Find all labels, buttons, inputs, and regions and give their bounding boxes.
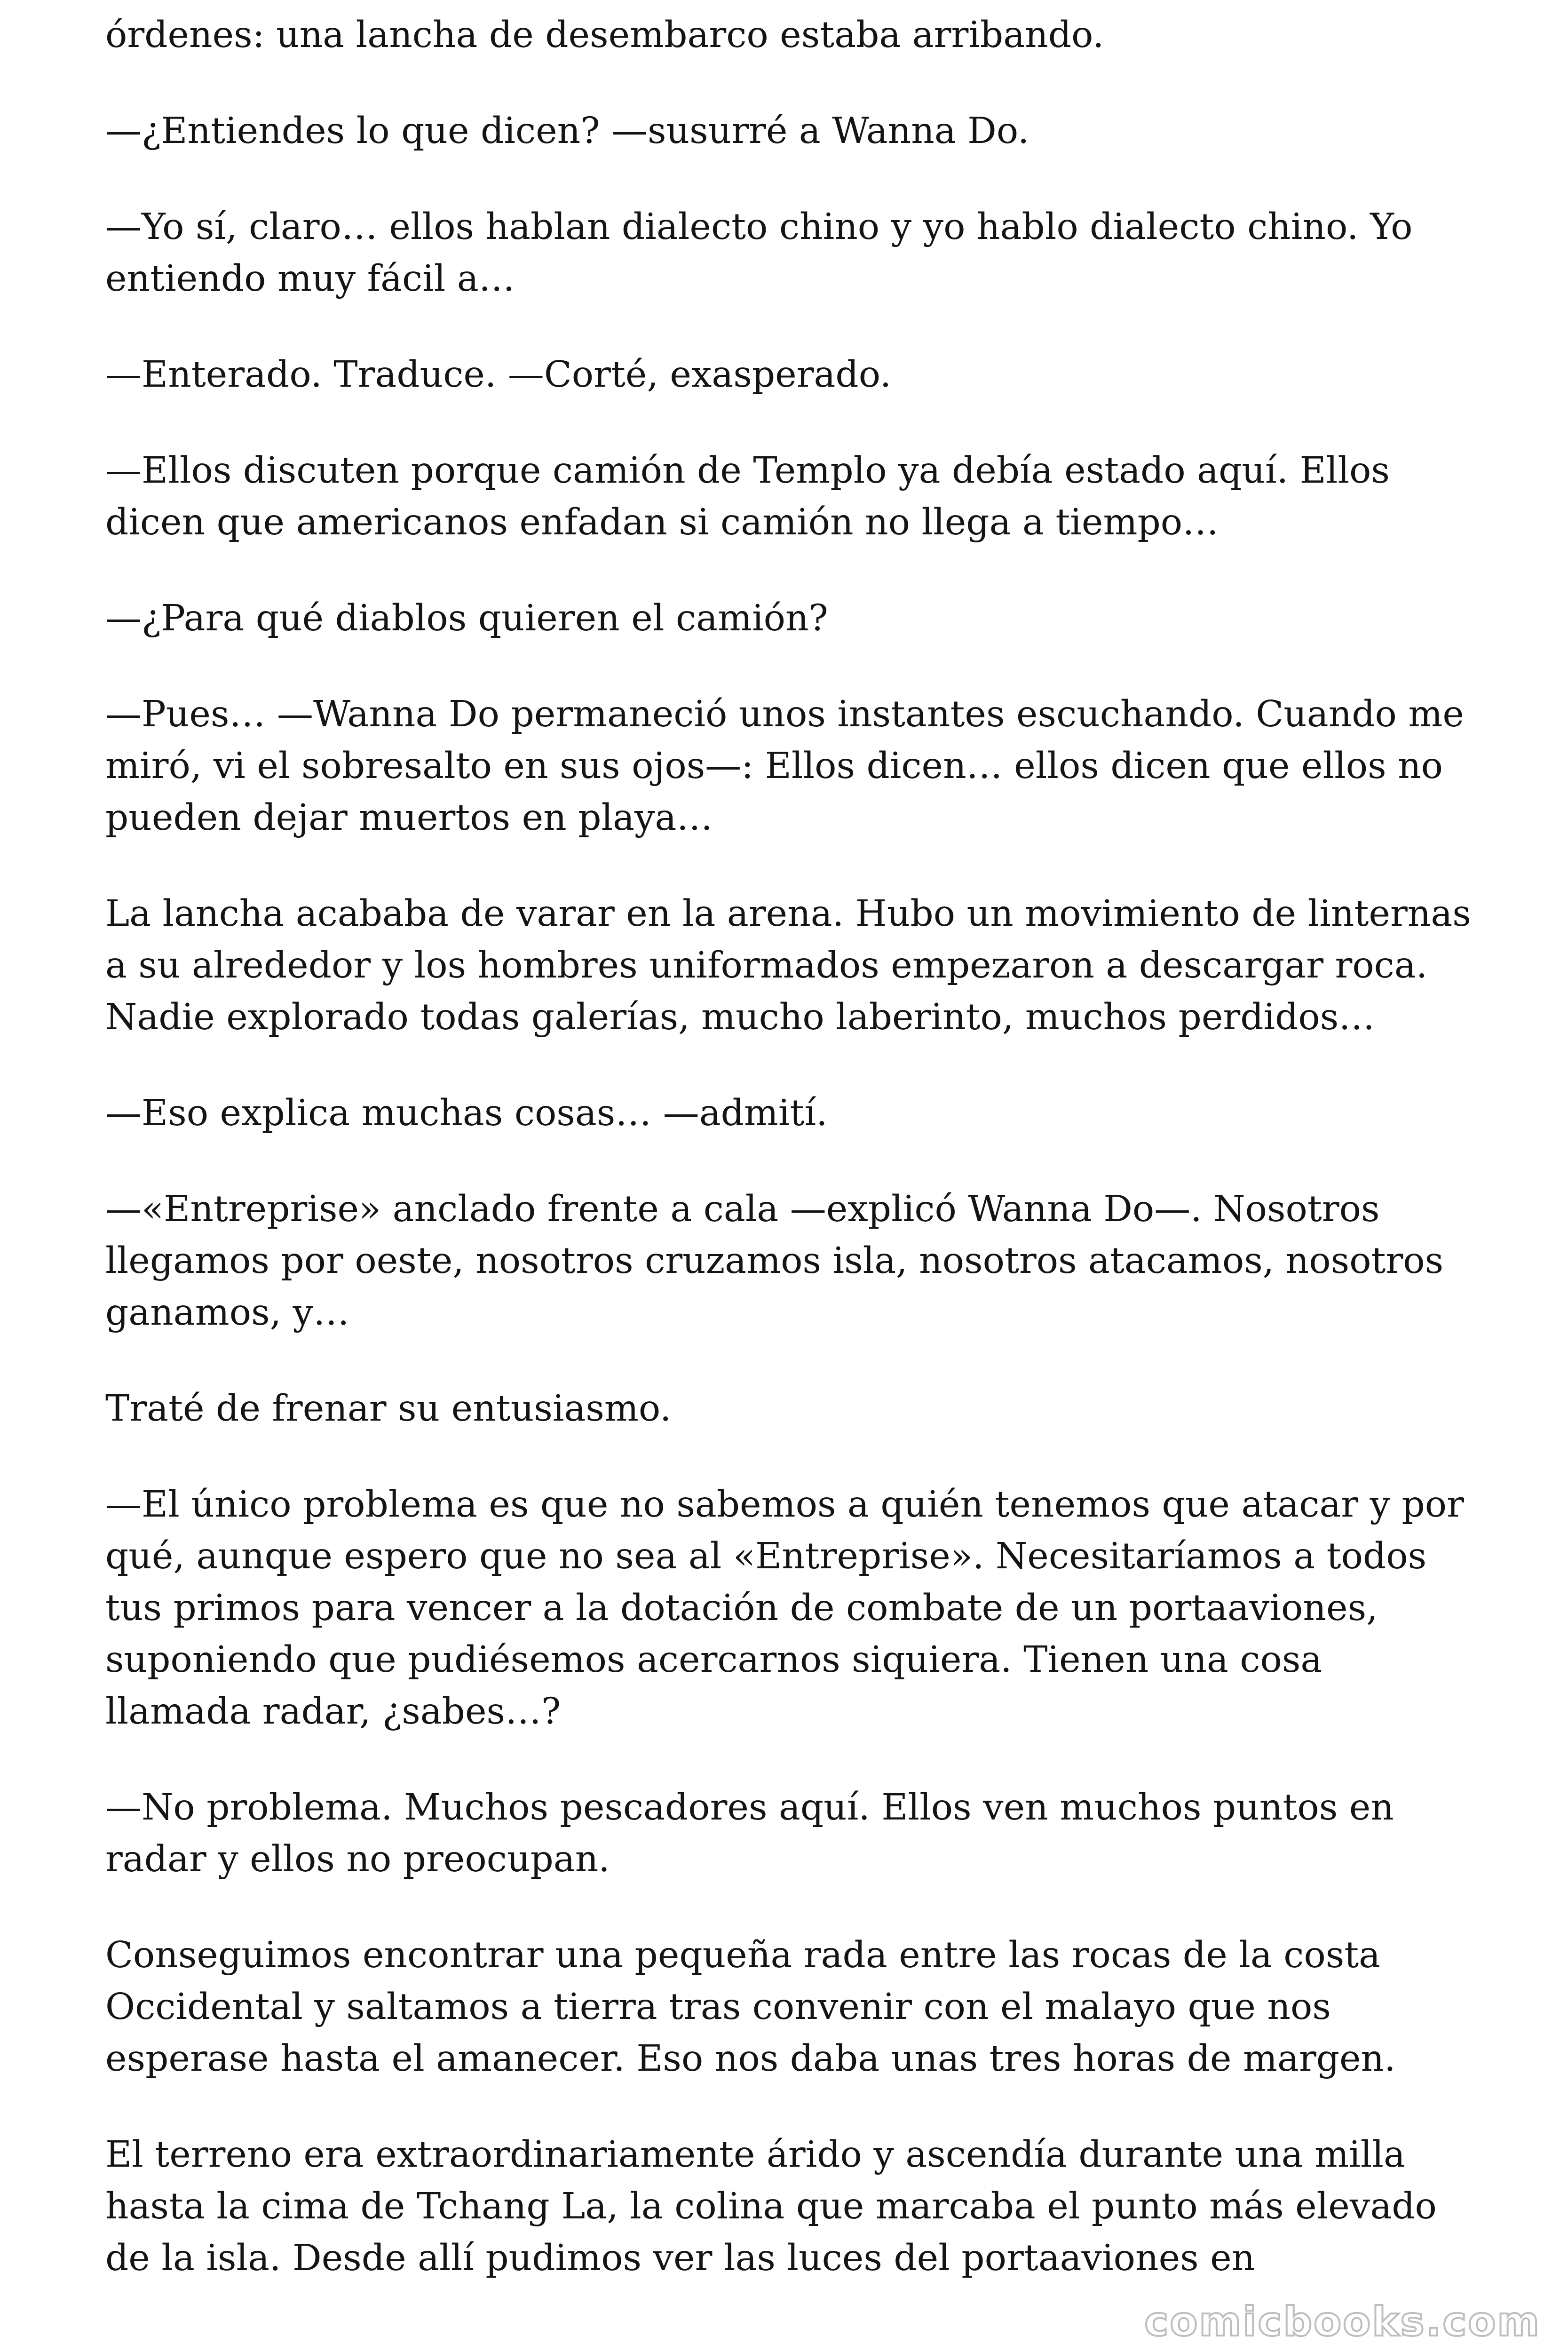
paragraph: —Eso explica muchas cosas… —admití. — [105, 1092, 828, 1134]
paragraph: —Ellos discuten porque camión de Templo ya debía estado aquí. Ellos dicen que americanos enfadan si camión no llega a tiempo… — [105, 450, 1390, 543]
paragraph: —Pues… —Wanna Do permaneció unos instantes escuchando. Cuando me miró, vi el sobresalto en sus ojos—: Ellos dicen… ellos dicen que ellos no pueden dejar muertos en playa… — [105, 693, 1464, 839]
paragraph: Conseguimos encontrar una pequeña rada entre las rocas de la costa Occidental y saltamos a tierra tras convenir con el malayo que nos esperase hasta el amanecer. Eso nos daba unas tres horas de margen. — [105, 1934, 1396, 2080]
paragraph: —«Entreprise» anclado frente a cala —explicó Wanna Do—. Nosotros llegamos por oeste, nosotros cruzamos isla, nosotros atacamos, nosotros ganamos, y… — [105, 1188, 1444, 1334]
paragraph: —¿Para qué diablos quieren el camión? — [105, 597, 828, 639]
paragraph: Traté de frenar su entusiasmo. — [105, 1388, 672, 1430]
paragraph: El terreno era extraordinariamente árido y ascendía durante una milla hasta la cima de Tchang La, la colina que marcaba el punto más elevado de la isla. Desde allí pudimos ver las luces del portaaviones en — [105, 2134, 1437, 2279]
paragraph: órdenes: una lancha de desembarco estaba arribando. — [105, 14, 1104, 56]
paragraph: —El único problema es que no sabemos a quién tenemos que atacar y por qué, aunque espero que no sea al «Entreprise». Necesitaríamos a todos tus primos para vencer a la dotación de combate de un portaaviones, suponiendo que pudiésemos acercarnos siquiera. Tienen una cosa llamada radar, ¿sabes…? — [105, 1484, 1464, 1732]
paragraph: —Yo sí, claro… ellos hablan dialecto chino y yo hablo dialecto chino. Yo entiendo muy fácil a… — [105, 206, 1413, 300]
paragraph: —No problema. Muchos pescadores aquí. Ellos ven muchos puntos en radar y ellos no preocupan. — [105, 1787, 1394, 1880]
paragraph: —Enterado. Traduce. —Corté, exasperado. — [105, 354, 892, 396]
paragraph: —¿Entiendes lo que dicen? —susurré a Wanna Do. — [105, 110, 1029, 152]
paragraph: La lancha acababa de varar en la arena. Hubo un movimiento de linternas a su alrededor y los hombres uniformados empezaron a descargar roca. Nadie explorado todas galerías, mucho laberinto, muchos perdidos… — [105, 893, 1471, 1038]
site-watermark: comicbooks.com — [1144, 2298, 1541, 2345]
body-text — [105, 9, 1479, 2328]
